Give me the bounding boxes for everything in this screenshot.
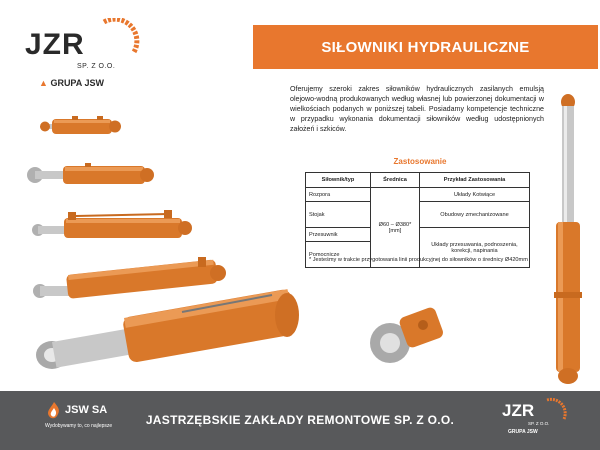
header-usage: Przykład Zastosowania xyxy=(420,173,530,188)
logo-group xyxy=(39,78,104,88)
header-type: Siłownik/typ xyxy=(306,173,371,188)
orange-gear-arc-icon xyxy=(100,18,140,68)
type-cell: Stojak xyxy=(306,202,371,228)
footer-bar xyxy=(0,391,600,450)
usage-cell: Układy przesuwania, podnoszenia, korekcji, napinania xyxy=(420,228,530,268)
footer-company-name: JASTRZĘBSKIE ZAKŁADY REMONTOWE SP. Z O.O. xyxy=(145,413,455,427)
tall-cylinder-image xyxy=(548,92,588,387)
jzr-logo xyxy=(25,18,135,88)
footer-jzr-group: GRUPA JSW xyxy=(508,429,538,435)
usage-cell: Układy Kotwiące xyxy=(420,188,530,202)
footer-jzr-legal: SP. Z O.O. xyxy=(528,421,550,426)
title-banner xyxy=(253,25,598,69)
type-cell: Rozpora xyxy=(306,188,371,202)
cylinder-image-3 xyxy=(28,206,193,242)
table-header-row xyxy=(306,173,530,188)
diameter-cell: Ø60 – Ø380*[mm] xyxy=(371,188,420,268)
application-table xyxy=(305,172,530,268)
cylinder-image-1 xyxy=(42,112,122,142)
type-cell: Przesuwnik xyxy=(306,228,371,242)
footer-jzr-logo xyxy=(500,397,570,443)
usage-cell: Obudowy zmechanizowane xyxy=(420,202,530,228)
logo-legal-form: SP. Z O.O. xyxy=(77,63,116,70)
cylinder-image-5 xyxy=(32,290,302,380)
type-cell: Pomocnicze xyxy=(306,242,371,268)
jsw-brand: JSW SA xyxy=(65,404,108,416)
cylinder-image-2 xyxy=(25,160,155,190)
logo-group-text: GRUPA JSW xyxy=(50,78,104,88)
footer-jzr-brand: JZR xyxy=(502,401,535,420)
logo-brand: JZR xyxy=(25,28,85,61)
header-diameter: Średnica xyxy=(371,173,420,188)
table-row xyxy=(306,188,530,202)
application-heading: Zastosowanie xyxy=(393,157,447,166)
jsw-triangle-icon: ▲ xyxy=(39,78,48,88)
page-title: SIŁOWNIKI HYDRAULICZNE xyxy=(321,38,530,56)
cylinder-head-image xyxy=(368,305,443,370)
intro-paragraph: Oferujemy szeroki zakres siłowników hydraulicznych zasilanych emulsją olejowo-wodną produkowanych według własnej lub powierzonej dokumentacji w wielkościach podanych w poniższej tabeli. Posiadamy kompetencje techniczne w przypadku wykonania dokumentacji siłowników według udostępnionych założeń i szkiców. xyxy=(290,85,544,133)
jsw-slogan: Wydobywamy to, co najlepsze xyxy=(45,423,113,429)
footnote: * Jesteśmy w trakcie przygotowania linii produkcyjnej do siłowników o średnicy Ø420mm xyxy=(309,257,528,263)
